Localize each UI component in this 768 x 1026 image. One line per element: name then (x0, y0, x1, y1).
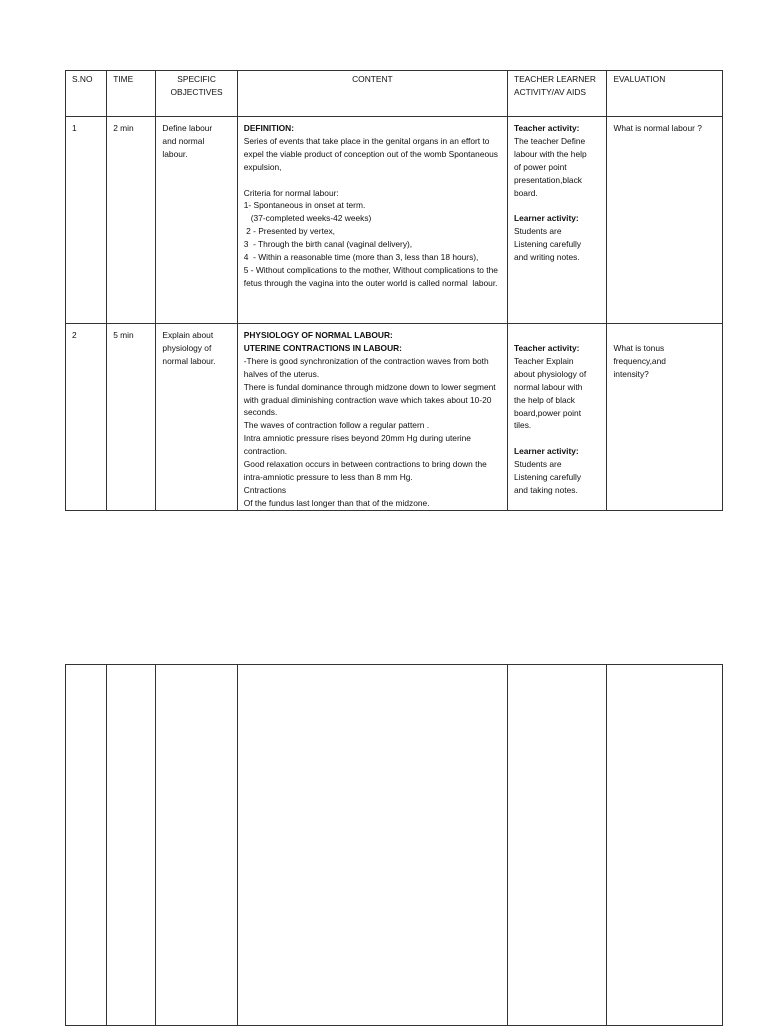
cell-content (237, 117, 507, 324)
cell-time: 5 min (107, 324, 156, 511)
content-line: Intra amniotic pressure rises beyond 20mm Hg during uterine contraction. (243, 433, 474, 457)
content-line: 4 - Within a reasonable time (more than 3, less than 18 hours), (243, 252, 479, 263)
table-row (66, 117, 723, 324)
empty-cell (237, 665, 507, 1026)
table-header-row (66, 71, 723, 117)
learner-activity-text: Students are Listening carefully and writing notes. (513, 226, 582, 263)
header-time: TIME (107, 71, 156, 117)
cell-activity (507, 117, 606, 324)
header-objectives: SPECIFIC OBJECTIVES (156, 71, 237, 117)
content-line: The waves of contraction follow a regular pattern . (243, 420, 430, 431)
cell-content (237, 324, 507, 511)
empty-cell (66, 665, 107, 1026)
teacher-activity-text: The teacher Define labour with the help of power point presentation,black board. (513, 135, 587, 198)
content-line: 1- Spontaneous in onset at term. (243, 200, 366, 211)
header-content: CONTENT (237, 71, 507, 117)
teacher-activity-heading: Teacher activity: (513, 343, 580, 353)
content-line: Criteria for normal labour: (243, 187, 339, 198)
learner-activity-heading: Learner activity: (513, 446, 579, 457)
cell-sno: 1 (66, 117, 107, 324)
content-spacer (244, 174, 503, 187)
empty-cell (107, 665, 156, 1026)
content-line: (37-completed weeks-42 weeks) (243, 213, 372, 224)
content-line: There is fundal dominance through midzone down to lower segment with gradual diminishing contraction wave which takes about 10-20 seconds. (243, 381, 501, 418)
header-evaluation: EVALUATION (607, 71, 723, 117)
activity-spacer (514, 199, 602, 212)
content-line: Cntractions (243, 484, 287, 495)
content-line: Good relaxation occurs in between contractions to bring down the intra-amniotic pressure to less than 8 mm Hg. (243, 459, 490, 482)
table-row (66, 324, 723, 511)
cell-sno: 2 (66, 324, 107, 511)
empty-cell (607, 665, 723, 1026)
content-title: DEFINITION: (243, 123, 295, 133)
cell-time: 2 min (107, 117, 156, 324)
empty-cell (156, 665, 237, 1026)
content-line: Series of events that take place in the genital organs in an effort to expel the viable product of conception out of the womb Spontaneous expulsion, (243, 135, 501, 172)
content-line: 5 - Without complications to the mother, Without complications to the fetus through the vagina into the outer world is called normal labour. (243, 264, 501, 288)
content-line: -There is good synchronization of the contraction waves from both halves of the uterus. (243, 355, 491, 379)
header-sno: S.NO (66, 71, 107, 117)
cell-objective: Define labour and normal labour. (156, 117, 237, 324)
learner-activity-text: Students are Listening carefully and taking notes. (513, 459, 582, 495)
empty-cell (507, 665, 606, 1026)
cell-evaluation: What is tonus frequency,and intensity? (607, 324, 723, 511)
header-activity: TEACHER LEARNER ACTIVITY/AV AIDS (507, 71, 606, 117)
content-line: 2 - Presented by vertex, (243, 226, 336, 237)
content-subtitle: UTERINE CONTRACTIONS IN LABOUR: (243, 342, 402, 353)
content-line: 3 - Through the birth canal (vaginal delivery), (243, 239, 413, 250)
lesson-plan-table (65, 70, 723, 511)
content-line: Of the fundus last longer than that of the midzone. (243, 497, 430, 508)
content-title: PHYSIOLOGY OF NORMAL LABOUR: (243, 330, 393, 340)
cell-evaluation: What is normal labour ? (607, 117, 723, 324)
continuation-table (65, 664, 723, 1026)
learner-activity-heading: Learner activity: (513, 213, 579, 224)
cell-objective: Explain about physiology of normal labour. (156, 324, 237, 511)
teacher-activity-heading: Teacher activity: (513, 123, 580, 133)
empty-table-row (66, 665, 723, 1026)
cell-activity (507, 324, 606, 511)
teacher-activity-text: Teacher Explain about physiology of normal labour with the help of black board,power point tiles. (513, 355, 587, 431)
activity-spacer (514, 432, 602, 445)
